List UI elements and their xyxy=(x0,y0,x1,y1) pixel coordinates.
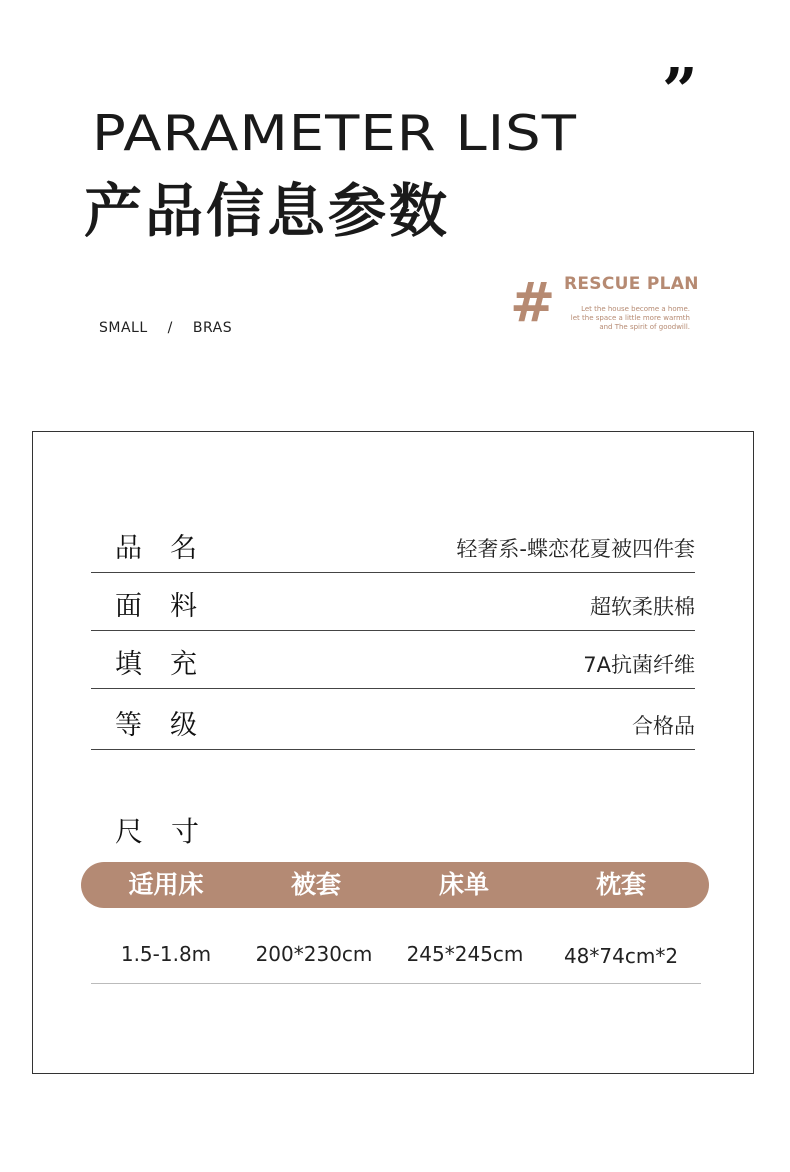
size-header-pillowcase: 枕套 xyxy=(595,870,647,899)
size-table-header xyxy=(81,862,709,908)
breadcrumb-item-small: SMALL xyxy=(99,320,148,336)
param-value: 超软柔肤棉 xyxy=(590,595,695,619)
brand-tagline xyxy=(571,305,690,332)
parameter-card xyxy=(32,431,754,1074)
size-value-bed: 1.5-1.8m xyxy=(120,942,212,966)
param-value: 合格品 xyxy=(632,714,695,738)
size-title: 尺寸 xyxy=(115,815,228,848)
breadcrumb-item-bras: BRAS xyxy=(192,320,233,336)
param-row-name xyxy=(91,515,695,573)
size-header-bed: 适用床 xyxy=(128,870,204,899)
page-title-en: PARAMETER LIST xyxy=(92,105,577,163)
size-value-pillowcase: 48*74cm*2 xyxy=(563,944,679,968)
brand-name: RESCUE PLAN xyxy=(564,274,699,294)
tagline-line: Let the house become a home. xyxy=(581,305,690,313)
size-table-row xyxy=(91,930,701,984)
param-value: 轻奢系-蝶恋花夏被四件套 xyxy=(456,537,695,561)
size-value-sheet: 245*245cm xyxy=(406,942,524,966)
param-label: 品名 xyxy=(115,533,225,564)
param-label: 填充 xyxy=(115,649,225,680)
param-value: 7A抗菌纤维 xyxy=(583,653,695,677)
size-value-duvet: 200*230cm xyxy=(255,942,373,966)
param-row-fabric xyxy=(91,573,695,631)
brand-logo xyxy=(510,272,710,336)
breadcrumb-separator: / xyxy=(167,320,173,336)
breadcrumb xyxy=(99,320,232,336)
param-row-grade xyxy=(91,692,695,750)
tagline-line: and The spirit of goodwill. xyxy=(599,323,690,331)
size-header-duvet: 被套 xyxy=(290,870,342,899)
size-header-sheet: 床单 xyxy=(438,870,490,899)
param-label: 等级 xyxy=(115,710,225,741)
quote-mark-icon: ” xyxy=(662,54,692,127)
param-row-filling xyxy=(91,631,695,689)
tagline-line: let the space a little more warmth xyxy=(570,314,690,322)
param-label: 面料 xyxy=(115,591,225,622)
page-title-cn: 产品信息参数 xyxy=(84,177,451,245)
hash-icon: # xyxy=(510,271,556,334)
